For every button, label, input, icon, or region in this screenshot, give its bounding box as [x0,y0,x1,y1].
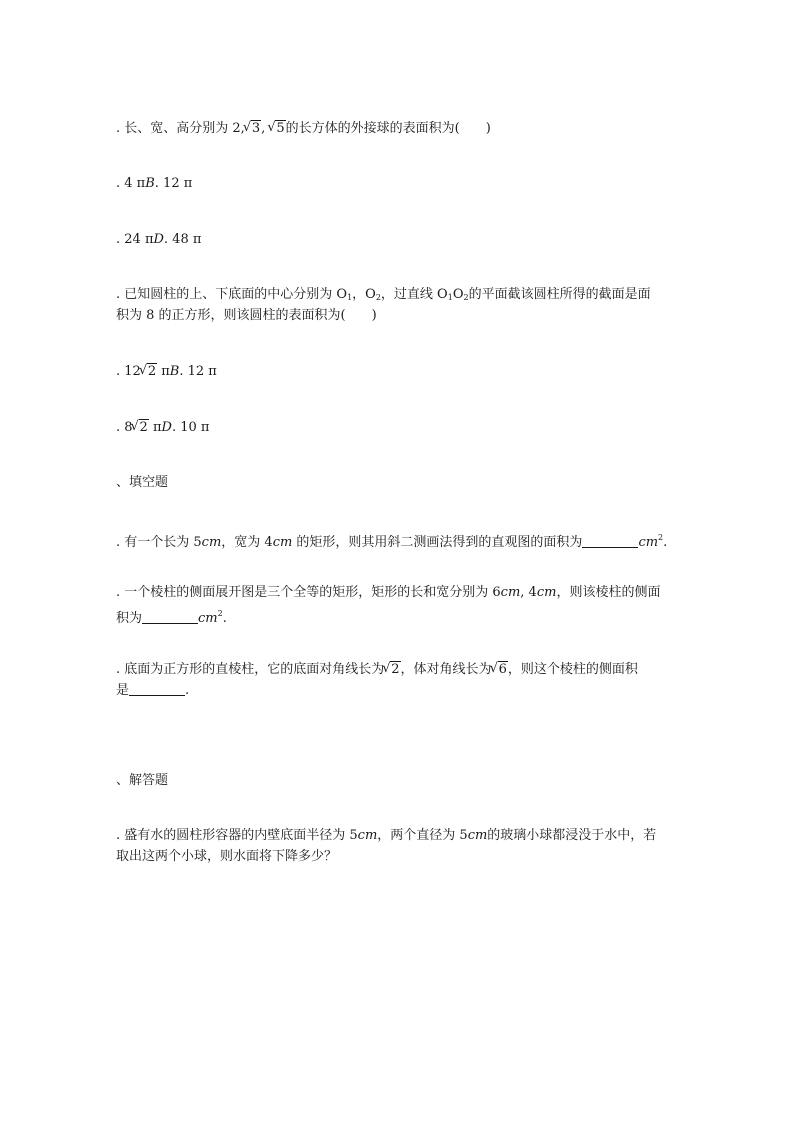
section-heading-fill [116,472,168,493]
unit: cm [638,535,659,550]
q5-text: . [185,683,190,698]
option-d-label: D [153,232,164,247]
option-b: . 12 π [154,176,193,191]
q2-options-ab [116,361,217,382]
sqrt-6: √ 6 [492,659,508,680]
unit: cm [272,535,293,550]
answer-blank[interactable] [582,533,638,548]
option-b-label: B [169,364,180,379]
q5-text: ，则这个棱柱的侧面积 [507,662,638,677]
sqrt-3: √ 3 [245,118,261,139]
q5-text: ，体对角线长为 [400,662,492,677]
q1-options-cd [116,229,201,250]
section-title: 、解答题 [116,773,169,788]
q1-text: 的长方体的外接球的表面积为( ) [285,121,491,136]
sqrt-2: √ 2 [141,361,157,382]
q4-stem-line1 [116,582,660,603]
unit: cm [500,585,521,600]
option-a: π [157,364,170,379]
superscript: 2 [658,533,664,542]
q5-text: 是 [116,683,130,698]
subscript: 1 [347,293,353,302]
unit: cm [201,535,222,550]
answer-blank[interactable] [142,609,198,624]
q1-options-ab [116,173,192,194]
subscript: 2 [463,293,469,302]
q6-text: ，两个直径为 5 [377,828,468,843]
q4-text: . 一个棱柱的侧面展开图是三个全等的矩形，矩形的长和宽分别为 6 [116,585,501,600]
q3-text: 的矩形，则其用斜二测画法得到的直观图的面积为 [292,535,583,550]
option-a: . 4 π [116,176,146,191]
q2-text: ，过直线 O [380,287,448,302]
option-d-label: D [161,420,172,435]
q4-text: , 4 [520,585,537,600]
q2-options-cd [116,417,209,438]
subscript: 2 [375,293,381,302]
q5-stem-line1 [116,659,638,680]
q2-text: O [452,287,464,302]
q3-text: ，宽为 4 [221,535,273,550]
section-title: 、填空题 [116,475,169,490]
option-c: . 24 π [116,232,154,247]
q5-text: . 底面为正方形的直棱柱，它的底面对角线长为 [116,662,385,677]
q2-text: . 已知圆柱的上、下底面的中心分别为 O [116,287,348,302]
q2-stem-line2 [116,305,377,326]
unit: cm [198,611,218,626]
option-c: π [148,420,162,435]
q4-text: . [222,611,227,626]
option-d: . 10 π [171,420,210,435]
sqrt-5: √ 5 [269,118,285,139]
answer-blank[interactable] [129,681,185,696]
option-a: . 12 [116,364,141,379]
q6-text: 取出这两个小球，则水面将下降多少？ [116,849,338,864]
q4-text: ，则该棱柱的侧面 [556,585,661,600]
q2-text: 积为 8 的正方形，则该圆柱的表面积为( ) [116,308,377,323]
q6-text: 的玻璃小球都浸没于水中，若 [487,828,657,843]
q3-text: . [663,535,668,550]
q2-text: ，O [352,287,376,302]
q3-text: . 有一个长为 5 [116,535,202,550]
q1-text: , [261,121,270,136]
q1-text: . 长、宽、高分别为 2, [116,121,245,136]
q2-text: 的平面截该圆柱所得的截面是面 [468,287,651,302]
q1-stem [116,118,491,139]
q4-text: 积为 [116,611,143,626]
option-d: . 48 π [163,232,202,247]
unit: cm [536,585,557,600]
q6-text: . 盛有水的圆柱形容器的内壁底面半径为 5 [116,828,358,843]
sqrt-2: √ 2 [133,417,149,438]
section-heading-answer [116,770,168,791]
q6-stem-line2 [116,846,337,867]
unit: cm [357,828,378,843]
subscript: 1 [447,293,453,302]
q3-stem [116,527,667,553]
unit: cm [467,828,488,843]
q6-stem-line1 [116,825,656,846]
sqrt-2: √ 2 [384,659,400,680]
option-c: . 8 [116,420,133,435]
option-b: . 12 π [179,364,217,379]
q4-stem-line2 [116,603,227,629]
option-b-label: B [145,176,155,191]
q5-stem-line2 [116,680,189,701]
superscript: 2 [217,609,223,618]
